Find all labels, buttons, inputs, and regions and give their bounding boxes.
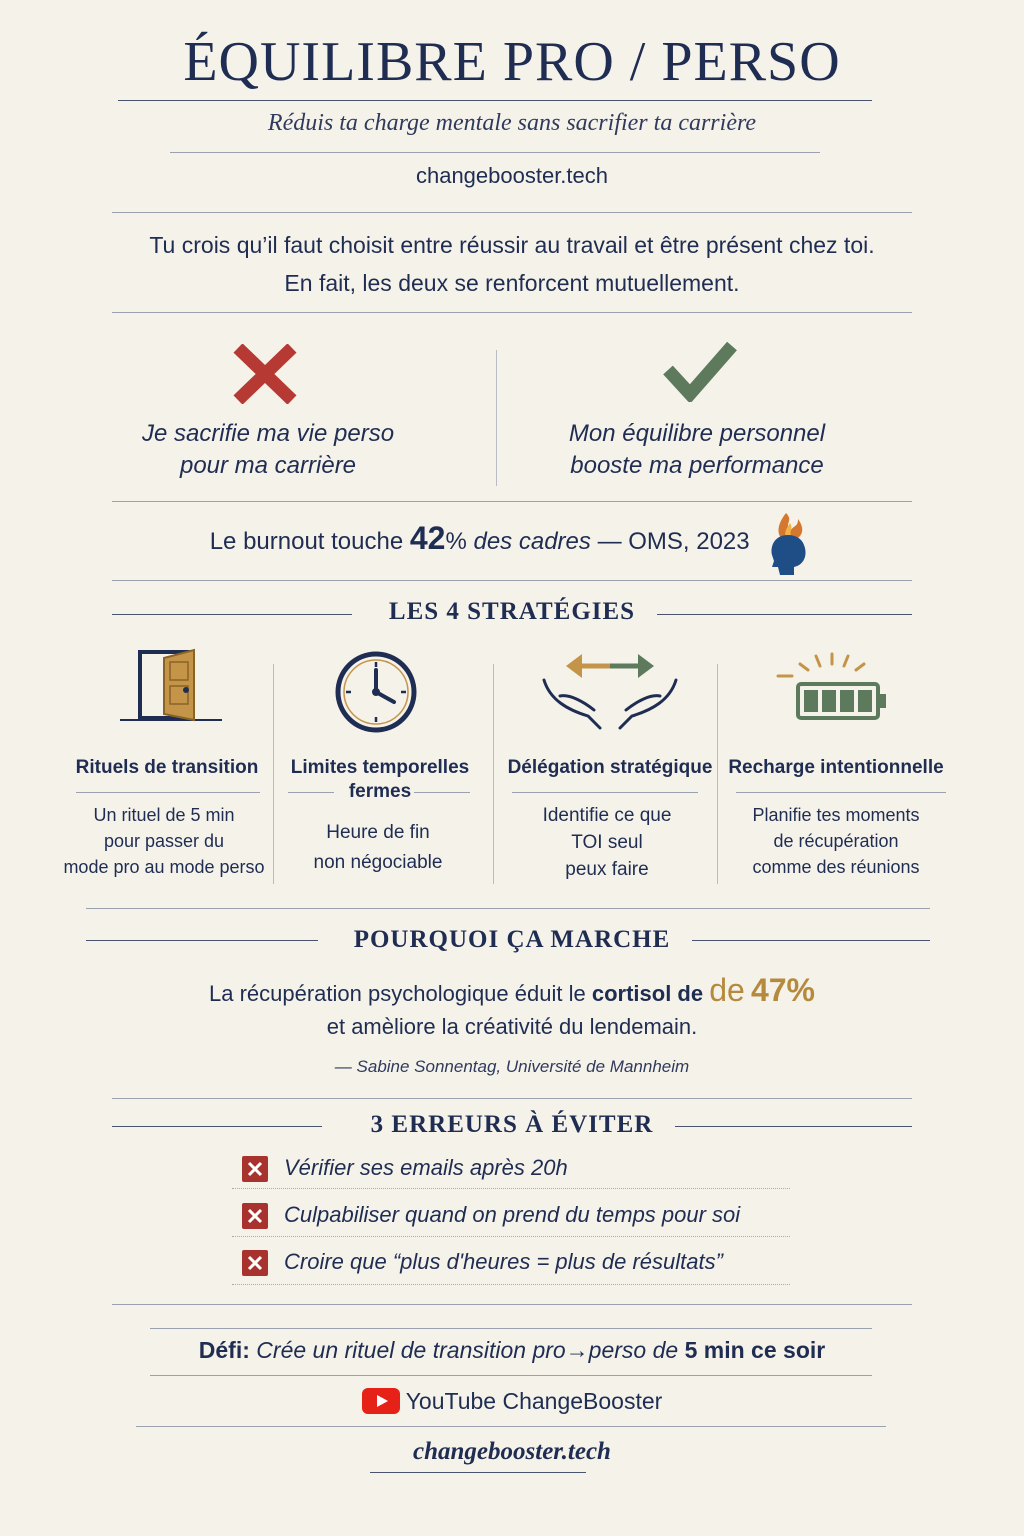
- stat-prefix: Le burnout touche: [209, 528, 404, 555]
- divider: [170, 152, 820, 153]
- divider: [370, 1472, 586, 1473]
- youtube-link[interactable]: YouTube ChangeBooster: [0, 1388, 1024, 1415]
- strategy-desc: Un rituel de 5 min pour passer du mode pro au mode perso: [63, 805, 265, 877]
- hands-arrows-icon: [540, 650, 680, 732]
- strategy-desc: Heure de fin non négociable: [313, 822, 443, 873]
- divider: [273, 664, 274, 884]
- page-title: ÉQUILIBRE PRO / PERSO: [183, 31, 841, 93]
- error-text: Vérifier ses emails après 20h: [284, 1155, 568, 1180]
- divider: [112, 580, 912, 581]
- page-subtitle: Réduis ta charge mentale sans sacrifier ta carrière: [267, 110, 757, 136]
- stat-number: 42: [409, 520, 446, 556]
- list-item: [240, 1199, 790, 1235]
- strategies-title: LES 4 STRATÉGIES: [0, 598, 1024, 626]
- divider: [86, 908, 930, 909]
- why-line-1: La récupération psychologique éduit le cortisol de de 47%: [209, 972, 815, 1008]
- divider: [112, 1304, 912, 1305]
- site-link[interactable]: changebooster.tech: [415, 163, 609, 188]
- divider: [112, 312, 912, 313]
- wrong-line-1: Je sacrifie ma vie perso: [141, 420, 395, 447]
- right-line-1: Mon équilibre personnel: [568, 420, 826, 447]
- why-title: POURQUOI ÇA MARCHE: [0, 926, 1024, 954]
- intro-line-2: En fait, les deux se renforcent mutuellement.: [284, 270, 740, 296]
- divider: [414, 792, 470, 793]
- divider: [118, 100, 872, 101]
- strategy-title: Délégation stratégique: [507, 757, 713, 778]
- error-x-icon: [242, 1203, 268, 1229]
- intro-line-1: Tu crois qu’il faut choisit entre réussir au travail et être présent chez toi.: [149, 232, 875, 258]
- divider: [232, 1188, 790, 1189]
- burnout-stat: [0, 520, 1024, 563]
- divider: [512, 792, 698, 793]
- stat-percent: %: [445, 528, 467, 555]
- strategy-title: Limites temporelles fermes: [290, 757, 470, 802]
- error-x-icon: [242, 1156, 268, 1182]
- stat-source: — OMS, 2023: [597, 528, 750, 555]
- error-text: Culpabiliser quand on prend du temps pour soi: [284, 1202, 741, 1227]
- divider: [136, 1426, 886, 1427]
- divider: [150, 1375, 872, 1376]
- footer-site-link[interactable]: changebooster.tech: [413, 1438, 611, 1465]
- errors-title: 3 ERREURS À ÉVITER: [0, 1111, 1024, 1139]
- check-icon: [662, 340, 738, 402]
- strategy-desc: Identifie ce que TOI seul peux faire: [542, 805, 672, 880]
- divider: [112, 212, 912, 213]
- divider: [493, 664, 494, 884]
- right-line-2: booste ma performance: [570, 452, 824, 479]
- stat-suffix: des cadres: [473, 528, 591, 555]
- strategy-title: Rituels de transition: [75, 757, 259, 778]
- why-source: — Sabine Sonnentag, Université de Mannheim: [334, 1057, 690, 1076]
- divider: [76, 792, 260, 793]
- cross-icon: [232, 344, 298, 404]
- divider: [496, 350, 497, 486]
- clock-icon: [334, 650, 418, 734]
- error-text: Croire que “plus d'heures = plus de résultats”: [284, 1249, 723, 1274]
- divider: [112, 501, 912, 502]
- error-x-icon: [242, 1250, 268, 1276]
- strategy-title: Recharge intentionnelle: [728, 757, 944, 778]
- battery-icon: [772, 650, 892, 724]
- right-belief: [520, 418, 874, 482]
- divider: [150, 1328, 872, 1329]
- divider: [717, 664, 718, 884]
- list-item: [240, 1152, 790, 1188]
- divider: [112, 1098, 912, 1099]
- strategy-desc: Planifie tes moments de récupération comme des réunions: [752, 805, 920, 877]
- divider: [232, 1284, 790, 1285]
- youtube-icon: [362, 1388, 400, 1414]
- divider: [232, 1236, 790, 1237]
- list-item: [240, 1246, 790, 1282]
- challenge: Défi: Crée un rituel de transition pro→perso de 5 min ce soir: [198, 1337, 826, 1363]
- wrong-belief: [100, 418, 436, 482]
- door-icon: [120, 648, 224, 724]
- divider: [288, 792, 334, 793]
- divider: [736, 792, 946, 793]
- why-line-2: et amèliore la créativité du lendemain.: [326, 1014, 698, 1039]
- wrong-line-2: pour ma carrière: [179, 452, 357, 479]
- burnout-head-icon: [764, 523, 814, 563]
